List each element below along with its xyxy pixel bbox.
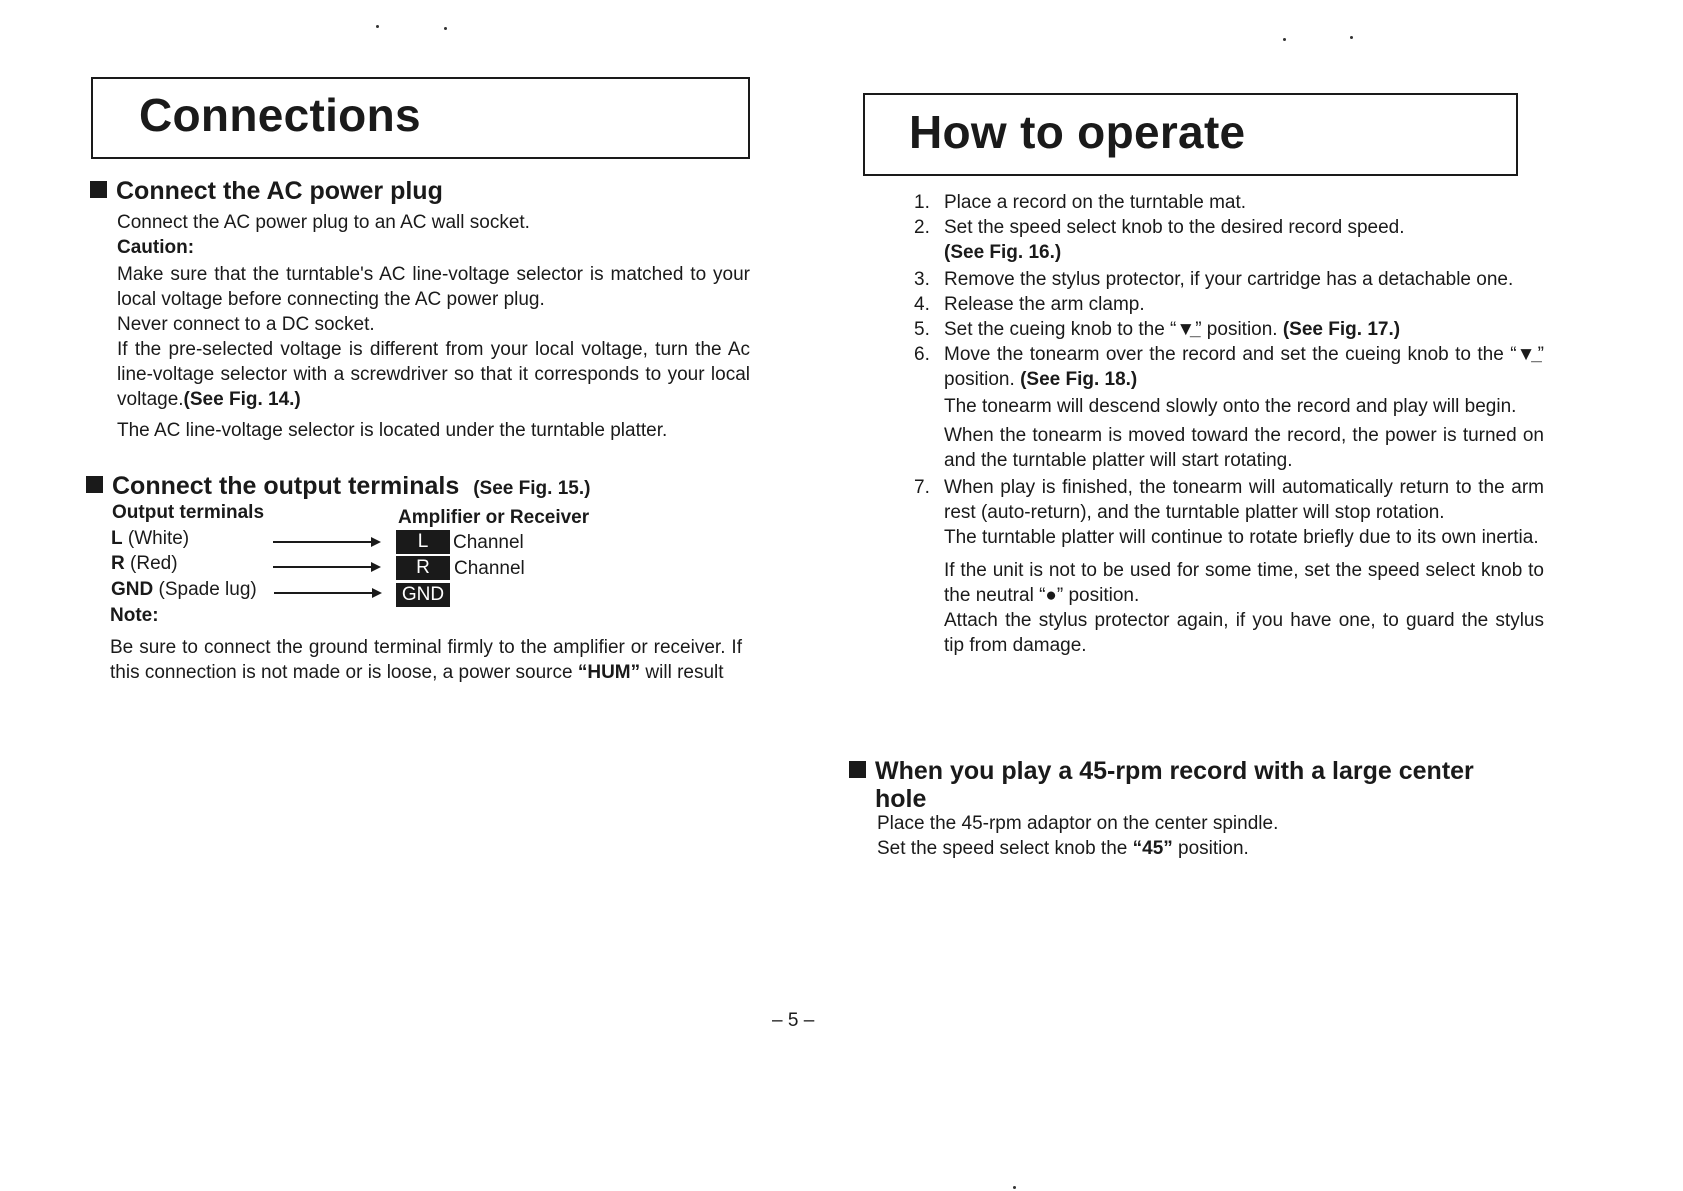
bullet-square-icon: [86, 476, 103, 493]
scan-speck: [1283, 38, 1286, 41]
selector-location-text: The AC line-voltage selector is located under the turntable platter.: [117, 420, 668, 441]
arrow-icon: [274, 592, 378, 594]
arrow-icon: [273, 566, 377, 568]
operate-title: How to operate: [909, 106, 1246, 158]
step-3: 3. Remove the stylus protector, if your cartridge has a detachable one.: [914, 269, 1514, 290]
step-1: 1. Place a record on the turntable mat.: [914, 192, 1247, 213]
terminal-r: R (Red): [111, 553, 178, 574]
caution-text-2: Never connect to a DC socket.: [117, 314, 375, 335]
caution-label: Caution:: [117, 237, 195, 258]
channel-badge-r: R: [396, 556, 450, 580]
step-6: 6. Move the tonearm over the record and set the cueing knob to the “▼̲” position. (See Fig. 18.) The tonearm will descend slowly onto the record and play will begin. When the tonearm is moved toward the record, the power is turned on and the turntable platter will start rotating.: [914, 344, 1544, 471]
caution-text-1: Make sure that the turntable's AC line-voltage selector is matched to your local voltage before connecting the AC power plug.: [117, 264, 750, 310]
cue-down-icon: ▼̲: [1516, 344, 1538, 365]
amplifier-header: Amplifier or Receiver: [398, 507, 590, 528]
channel-badge-l: L: [396, 530, 450, 554]
ac-plug-body: [117, 210, 750, 443]
arrow-icon: [273, 541, 377, 543]
terminal-gnd: GND (Spade lug): [111, 579, 257, 600]
note-label: Note:: [110, 605, 159, 626]
channel-badge-gnd: GND: [396, 583, 450, 607]
scan-speck: [1350, 36, 1353, 39]
bullet-square-icon: [90, 181, 107, 198]
operate-title-box: [863, 93, 1518, 176]
rpm45-heading: When you play a 45-rpm record with a large center hole: [849, 757, 1474, 813]
terminal-l: L (White): [111, 528, 190, 549]
step-2: 2. Set the speed select knob to the desired record speed. (See Fig. 16.): [914, 217, 1405, 263]
bullet-square-icon: [849, 761, 866, 778]
scan-speck: [376, 25, 379, 28]
connections-title-box: [91, 77, 750, 159]
note-text: Be sure to connect the ground terminal firmly to the amplifier or receiver. If this connection is not made or is loose, a power source “HUM” will result: [110, 637, 742, 683]
cue-down-icon: ▼̲: [1176, 319, 1196, 340]
step-4: 4. Release the arm clamp.: [914, 294, 1145, 315]
scan-speck: [1013, 1186, 1016, 1189]
connections-title: Connections: [139, 89, 421, 141]
scan-speck: [444, 27, 447, 30]
operate-steps: [914, 190, 1544, 658]
ac-plug-heading: Connect the AC power plug: [90, 177, 443, 206]
step-7: 7. When play is finished, the tonearm will automatically return to the arm rest (auto-return), and the turntable platter will stop rotation. The turntable platter will continue to rotate briefly due to its own inertia. If the unit is not to be used for some time, set the speed select knob to the neutral “●” position. Attach the stylus protector again, if you have one, to guard the stylus tip from damage.: [914, 477, 1544, 656]
ac-plug-line1: Connect the AC power plug to an AC wall socket.: [117, 212, 530, 233]
output-terminals-header: Output terminals: [112, 502, 265, 523]
caution-text-3: If the pre-selected voltage is different from your local voltage, turn the Ac line-voltage selector with a screwdriver so that it corresponds to your local voltage.(See Fig. 14.): [117, 339, 750, 410]
output-heading: Connect the output terminals (See Fig. 15.): [86, 472, 590, 501]
rpm45-body: Place the 45-rpm adaptor on the center spindle. Set the speed select knob the “45” position.: [877, 813, 1279, 859]
page-number: – 5 –: [772, 1010, 815, 1031]
step-5: 5. Set the cueing knob to the “▼̲” position. (See Fig. 17.): [914, 319, 1401, 340]
channel-label-l: Channel: [453, 532, 524, 553]
channel-label-r: Channel: [454, 558, 525, 579]
